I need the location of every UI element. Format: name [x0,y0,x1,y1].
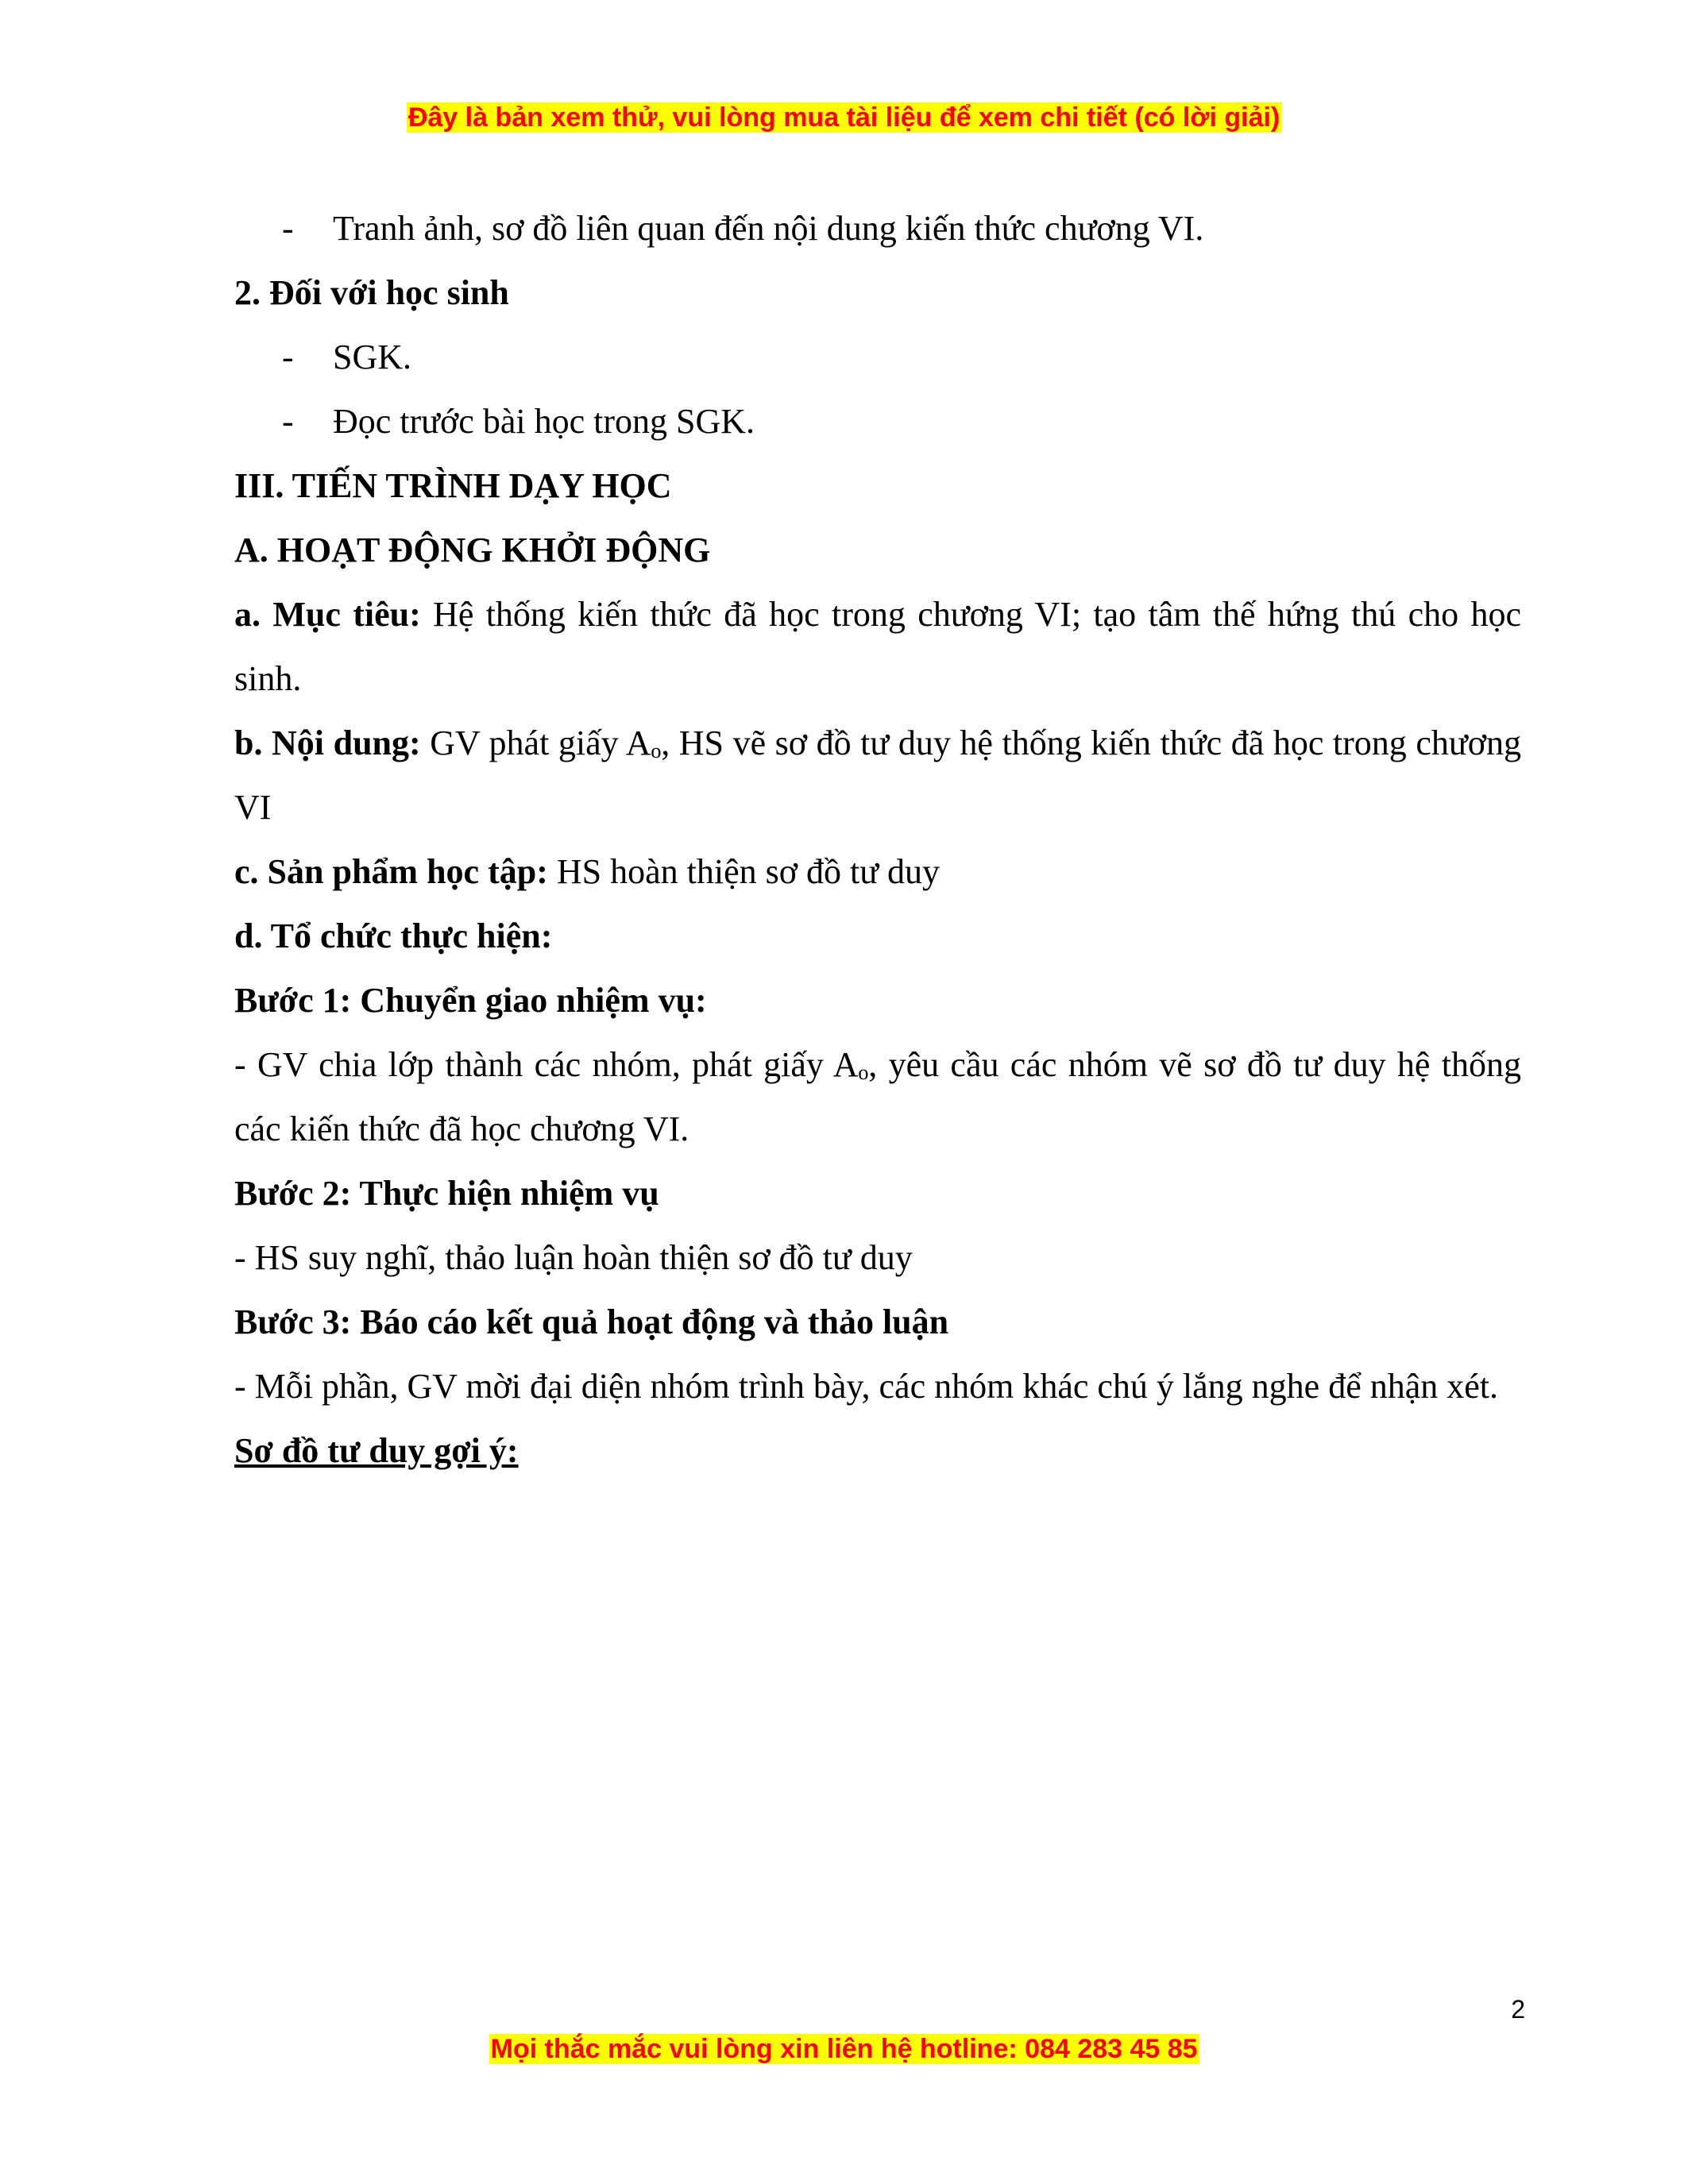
product-paragraph [234,839,1521,904]
list-item [234,196,1521,260]
step3-heading: Bước 3: Báo cáo kết quả hoạt động và thảo luận [234,1302,949,1341]
list-item [234,389,1521,453]
footer-banner-text: Mọi thắc mắc vui lòng xin liên hệ hotline: 084 283 45 85 [490,2034,1198,2064]
page-number: 2 [1511,1995,1525,2024]
product-text: HS hoàn thiện sơ đồ tư duy [547,852,941,891]
bullet-dash: - [282,338,294,376]
footer-banner [0,2032,1688,2066]
goal-paragraph [234,582,1521,711]
section-heading: 2. Đối với học sinh [234,273,509,312]
content-label: b. Nội dung: [234,723,421,762]
step1-heading: Bước 1: Chuyển giao nhiệm vụ: [234,981,707,1020]
step2-paragraph: - HS suy nghĩ, thảo luận hoàn thiện sơ đồ tư duy [234,1238,913,1277]
step1-paragraph: - GV chia lớp thành các nhóm, phát giấy Aₒ, yêu cầu các nhóm vẽ sơ đồ tư duy hệ thống các kiến thức đã học chương VI. [234,1045,1521,1148]
section-heading: A. HOẠT ĐỘNG KHỞI ĐỘNG [234,531,711,569]
list-item [234,325,1521,389]
list-item-text: Tranh ảnh, sơ đồ liên quan đến nội dung kiến thức chương VI. [333,209,1204,248]
step3-paragraph: - Mỗi phần, GV mời đại diện nhóm trình bày, các nhóm khác chú ý lắng nghe để nhận xét. [234,1367,1499,1406]
header-banner-text: Đây là bản xem thử, vui lòng mua tài liệu để xem chi tiết (có lời giải) [408,102,1280,133]
content-text: GV phát giấy Aₒ, HS vẽ sơ đồ tư duy hệ thống kiến thức đã học trong chương VI [234,723,1521,827]
document-body [234,196,1521,1483]
goal-label: a. Mục tiêu: [234,595,421,634]
section-heading: III. TIẾN TRÌNH DẠY HỌC [234,466,672,505]
content-paragraph [234,711,1521,839]
mindmap-heading: Sơ đồ tư duy gợi ý: [234,1431,519,1470]
list-item-text: Đọc trước bài học trong SGK. [333,402,755,441]
header-banner [0,100,1688,135]
goal-text: Hệ thống kiến thức đã học trong chương VI; tạo tâm thế hứng thú cho học sinh. [234,595,1521,698]
bullet-dash: - [282,209,294,248]
product-label: c. Sản phẩm học tập: [234,852,548,891]
step2-heading: Bước 2: Thực hiện nhiệm vụ [234,1174,659,1213]
bullet-dash: - [282,402,294,441]
organize-heading: d. Tổ chức thực hiện: [234,916,553,955]
list-item-text: SGK. [333,338,412,376]
